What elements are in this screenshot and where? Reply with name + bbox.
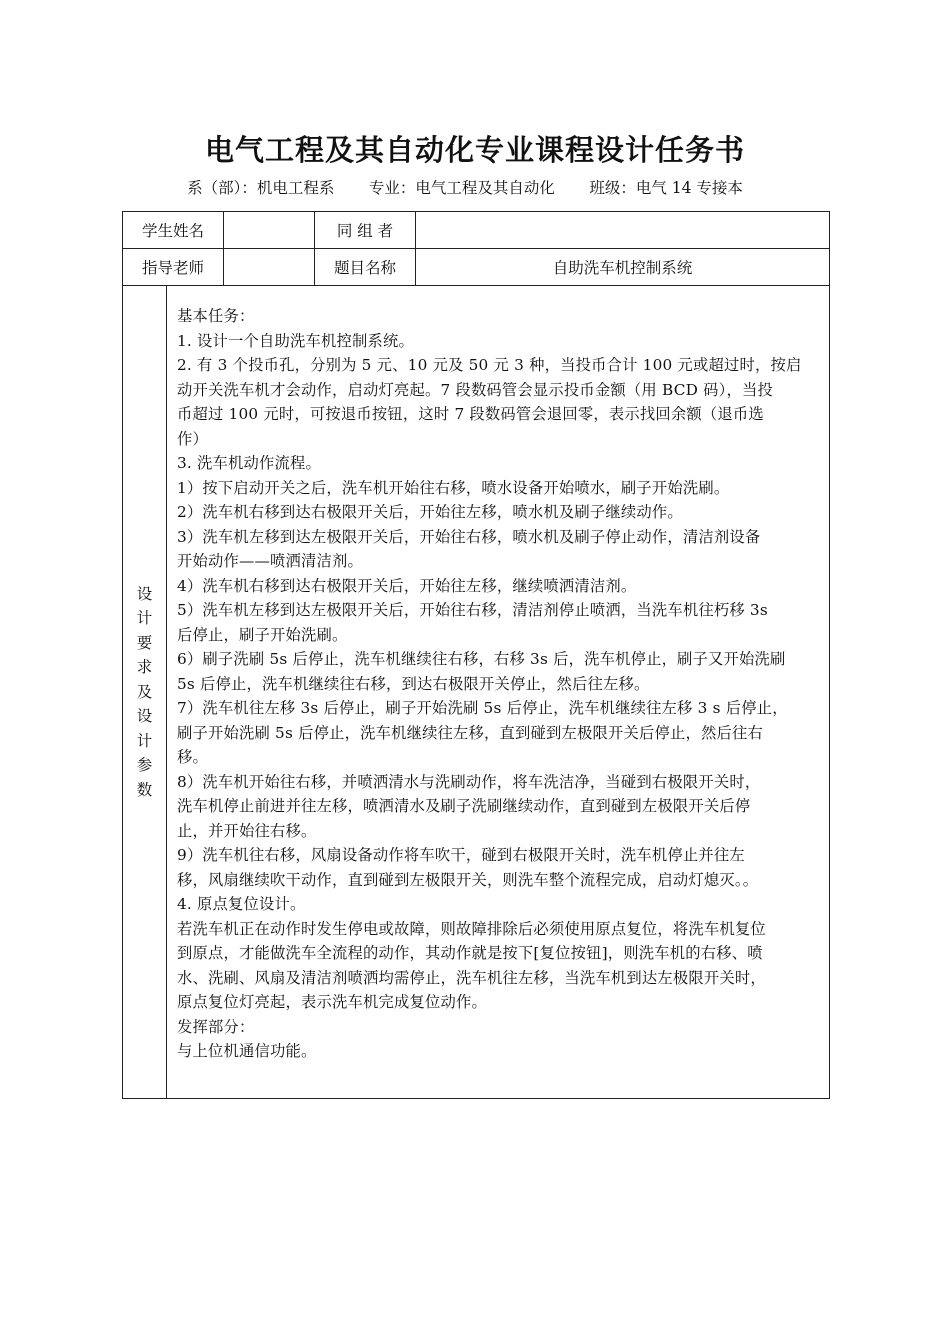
student-name-label: 学生姓名 bbox=[123, 212, 224, 249]
department-text: 系（部）：机电工程系 bbox=[187, 179, 335, 197]
requirement-line: 4. 原点复位设计。 bbox=[177, 895, 306, 913]
student-row bbox=[123, 212, 830, 249]
requirement-line: 3）洗车机左移到达左极限开关后，开始往右移，喷水机及刷子停止动作，清洁剂设备 bbox=[177, 527, 761, 546]
requirement-line: 2）洗车机右移到达右极限开关后，开始往左移，喷水机及刷子继续动作。 bbox=[177, 503, 683, 521]
page-title: 电气工程及其自动化专业课程设计任务书 bbox=[204, 133, 745, 167]
requirements-content bbox=[167, 286, 830, 1099]
requirement-line: 移。 bbox=[177, 748, 208, 766]
requirement-line: 基本任务： bbox=[177, 307, 255, 325]
topic-label: 题目名称 bbox=[315, 249, 416, 286]
requirement-line: 开始动作——喷洒清洁剂。 bbox=[177, 552, 363, 570]
requirements-row bbox=[123, 286, 830, 1099]
requirement-line: 4）洗车机右移到达右极限开关后，开始往左移，继续喷洒清洁剂。 bbox=[177, 576, 637, 595]
section-vertical-label bbox=[123, 286, 167, 1099]
requirement-line: 到原点，才能做洗车全流程的动作，其动作就是按下[复位按钮]，则洗车机的右移、喷 bbox=[177, 944, 763, 962]
task-table bbox=[122, 211, 830, 1099]
requirement-line: 洗车机停止前进并往左移，喷洒清水及刷子洗刷继续动作，直到碰到左极限开关后停 bbox=[177, 797, 751, 815]
requirement-line: 若洗车机正在动作时发生停电或故障，则故障排除后必须使用原点复位，将洗车机复位 bbox=[177, 919, 766, 938]
requirement-line: 与上位机通信功能。 bbox=[177, 1042, 317, 1060]
group-label: 同 组 者 bbox=[315, 212, 416, 249]
requirement-line: 1. 设计一个自助洗车机控制系统。 bbox=[177, 331, 415, 350]
group-value bbox=[416, 212, 830, 249]
requirement-line: 水、洗刷、风扇及清洁剂喷洒均需停止，洗车机往左移，当洗车机到达左极限开关时， bbox=[177, 968, 766, 987]
requirement-line: 1）按下启动开关之后，洗车机开始往右移，喷水设备开始喷水，刷子开始洗刷。 bbox=[177, 478, 730, 497]
section-label-char: 求 bbox=[136, 658, 153, 677]
requirement-line: 5）洗车机左移到达左极限开关后，开始往右移，清洁剂停止喷洒，当洗车机往朽移 3s bbox=[177, 601, 768, 619]
advisor-value bbox=[224, 249, 315, 286]
requirement-line: 动开关洗车机才会动作，启动灯亮起。7 段数码管会显示投币金额（用 BCD 码），当投 bbox=[177, 380, 773, 399]
requirement-line: 移，风扇继续吹干动作，直到碰到左极限开关，则洗车整个流程完成，启动灯熄灭。。 bbox=[177, 870, 759, 889]
advisor-label: 指导老师 bbox=[123, 249, 224, 286]
major-text: 专业：电气工程及其自动化 bbox=[368, 179, 555, 197]
requirement-line: 3. 洗车机动作流程。 bbox=[177, 454, 322, 472]
subtitle-line bbox=[0, 176, 930, 198]
requirement-line: 7）洗车机往左移 3s 后停止，刷子开始洗刷 5s 后停止，洗车机继续往左移 3 s 后停止， bbox=[177, 699, 788, 717]
topic-value: 自助洗车机控制系统 bbox=[416, 249, 830, 286]
requirement-line: 币超过 100 元时，可按退币按钮，这时 7 段数码管会退回零，表示找回余额（退币选 bbox=[177, 405, 764, 423]
requirement-line: 原点复位灯亮起，表示洗车机完成复位动作。 bbox=[177, 993, 487, 1011]
requirement-line: 后停止，刷子开始洗刷。 bbox=[177, 625, 348, 644]
requirement-line: 8）洗车机开始往右移，并喷洒清水与洗刷动作，将车洗洁净，当碰到右极限开关时， bbox=[177, 772, 761, 791]
requirement-line: 2. 有 3 个投币孔，分别为 5 元、10 元及 50 元 3 种，当投币合计 100 元或超过时，按启 bbox=[177, 356, 802, 374]
section-label-char: 数 bbox=[136, 780, 153, 799]
requirement-line: 发挥部分： bbox=[177, 1017, 255, 1036]
requirement-line: 作） bbox=[177, 429, 208, 448]
section-label-char: 计 bbox=[136, 609, 153, 628]
section-label-char: 及 bbox=[136, 682, 153, 701]
requirement-line: 6）刷子洗刷 5s 后停止，洗车机继续往右移，右移 3s 后，洗车机停止，刷子又开始洗刷 bbox=[177, 650, 786, 668]
requirement-line: 止，并开始往右移。 bbox=[177, 821, 317, 840]
requirement-line: 刷子开始洗刷 5s 后停止，洗车机继续往左移，直到碰到左极限开关后停止，然后往右 bbox=[177, 723, 763, 742]
section-label-char: 设 bbox=[136, 707, 153, 726]
requirement-line: 9）洗车机往右移，风扇设备动作将车吹干，碰到右极限开关时，洗车机停止并往左 bbox=[177, 846, 745, 864]
section-label-char: 计 bbox=[136, 731, 153, 750]
section-label-char: 设 bbox=[136, 584, 153, 603]
section-label-char: 参 bbox=[136, 756, 153, 775]
requirement-line: 5s 后停止，洗车机继续往右移，到达右极限开关停止，然后往左移。 bbox=[177, 674, 650, 693]
student-name-value bbox=[224, 212, 315, 249]
class-text: 班级：电气 14 专接本 bbox=[589, 179, 743, 197]
section-label-char: 要 bbox=[136, 633, 153, 652]
advisor-row bbox=[123, 249, 830, 286]
